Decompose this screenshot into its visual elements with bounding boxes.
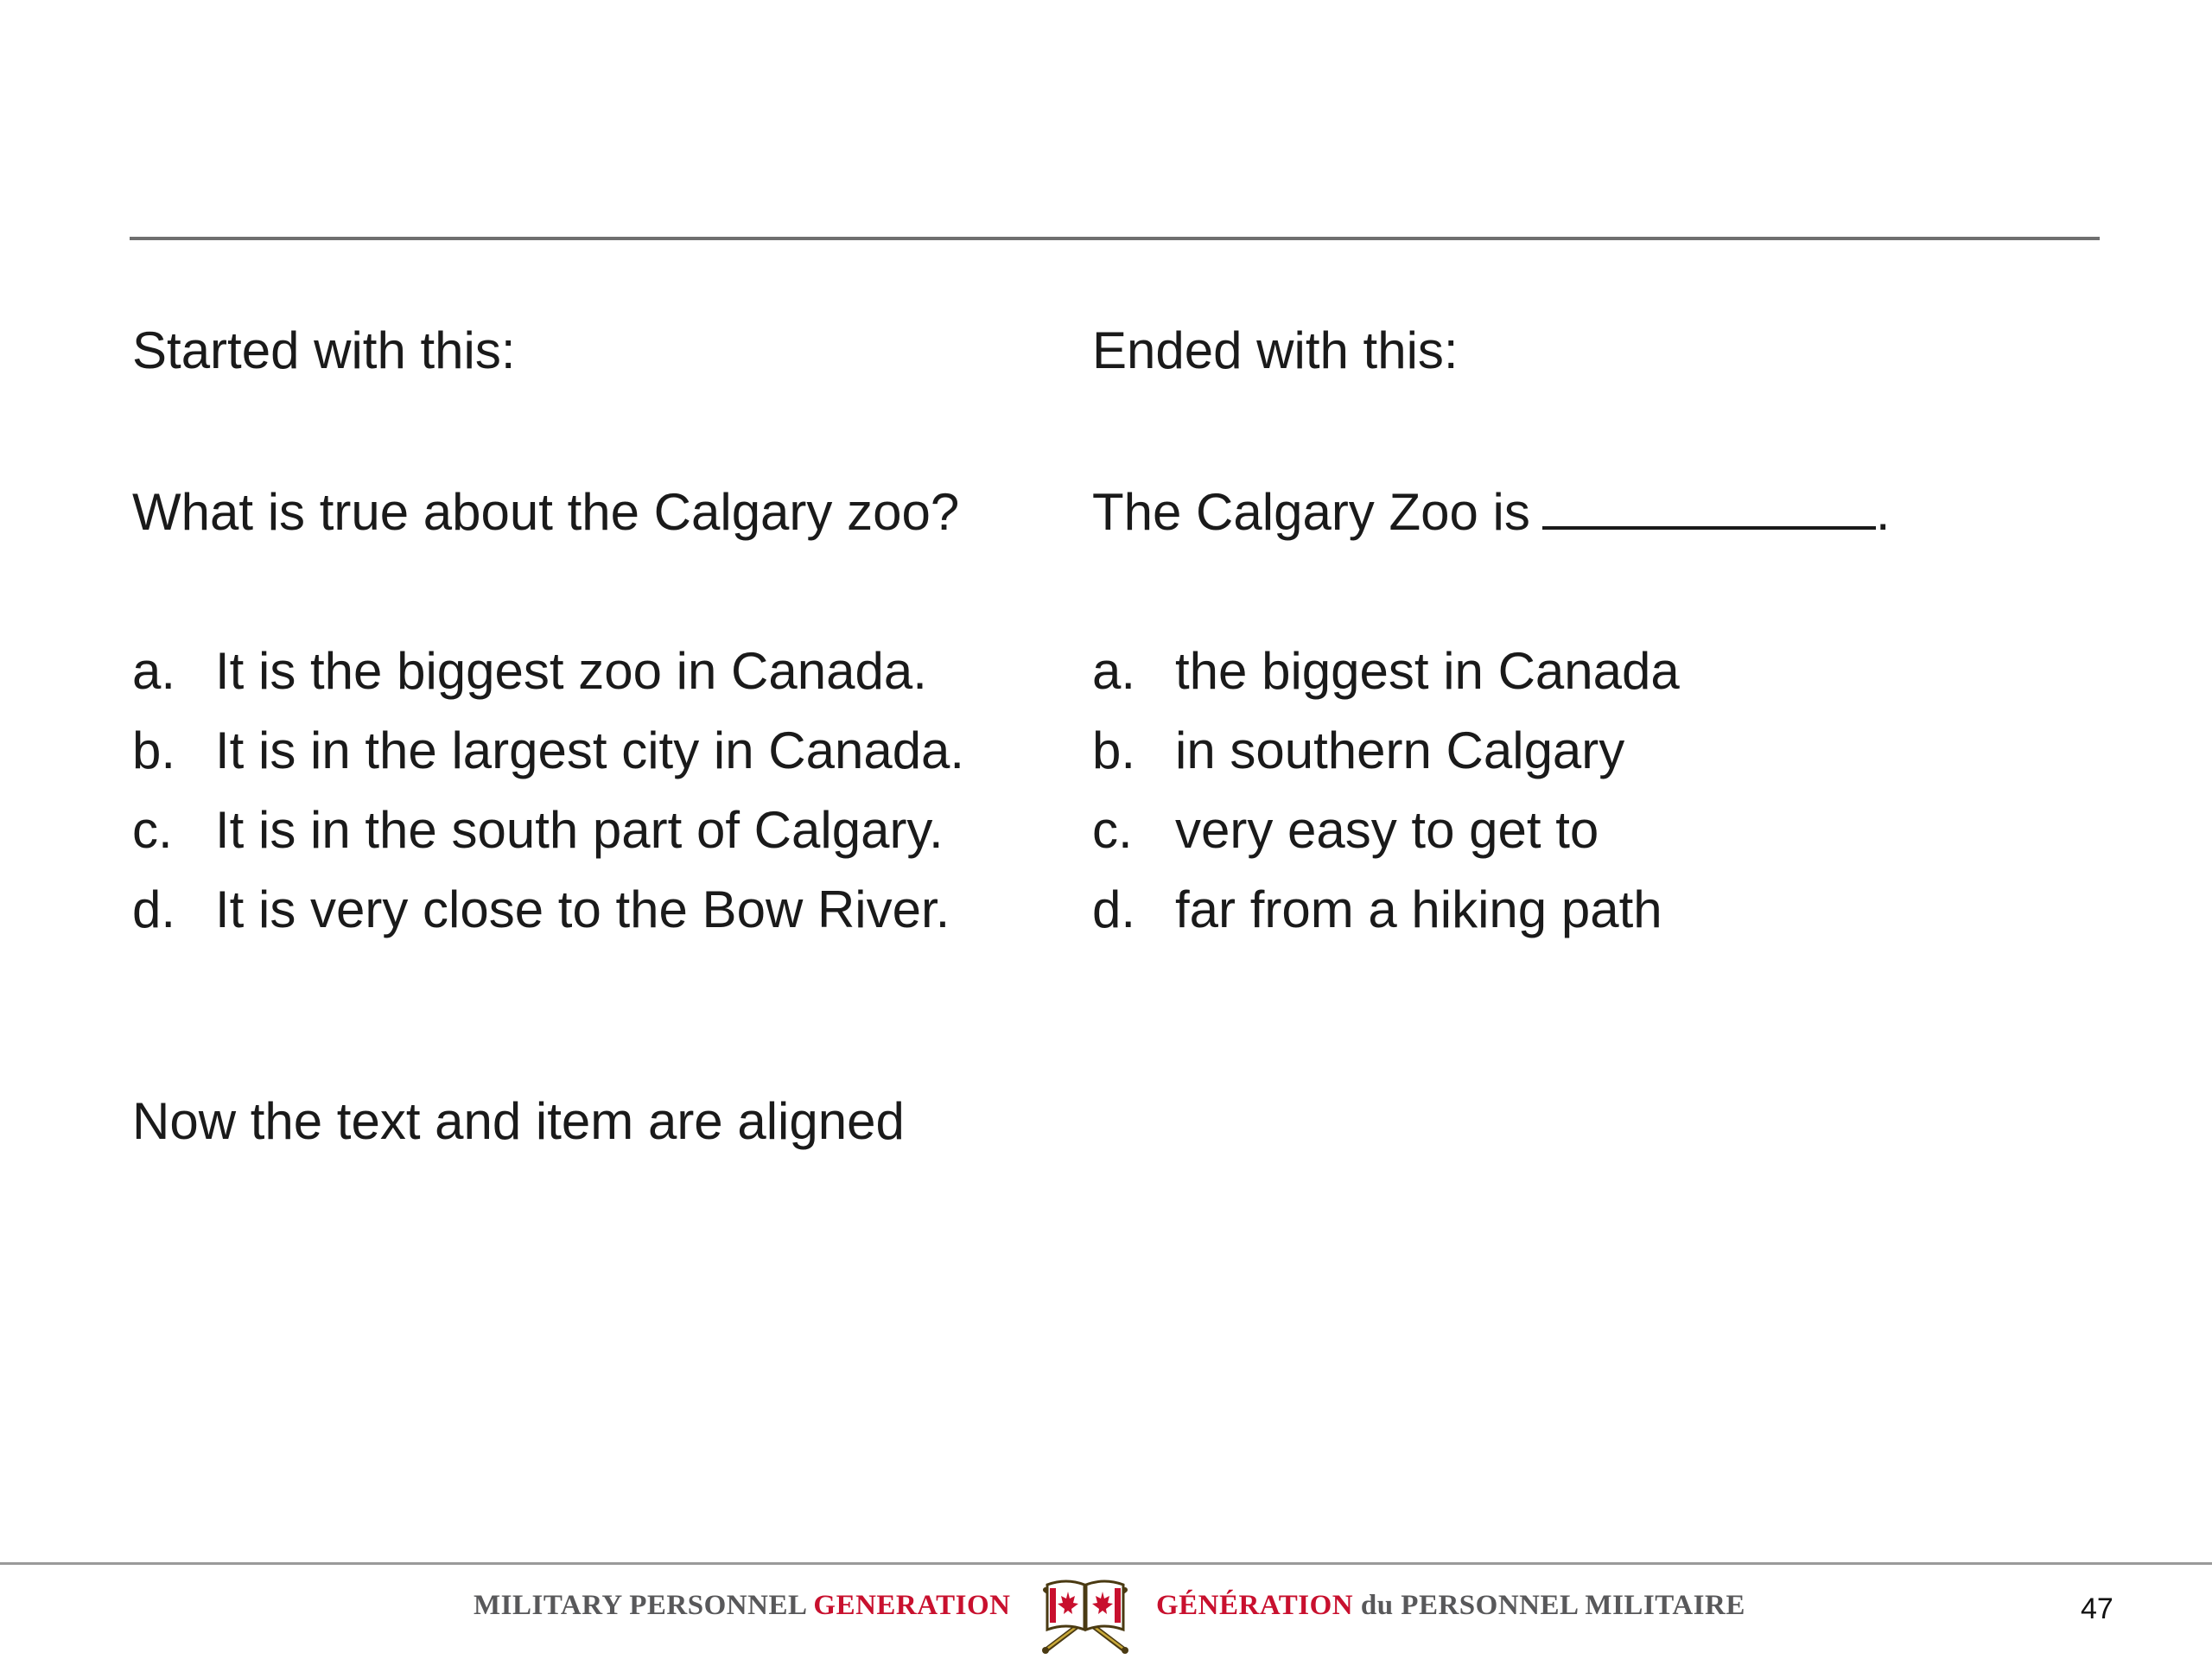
logo-text-english [474, 1590, 1011, 1622]
option-letter: b. [132, 721, 176, 779]
logo-text-fr-grey: du PERSONNEL MILITAIRE [1360, 1590, 1745, 1621]
summary-text: Now the text and item are aligned [132, 1092, 905, 1150]
question-stem: The Calgary Zoo is [1092, 483, 1530, 541]
revised-question [1092, 481, 2086, 543]
revised-options-list [1092, 640, 2086, 958]
page-number: 47 [2081, 1592, 2113, 1625]
maple-leaf-book-swords-emblem-icon [1033, 1573, 1137, 1656]
option-text: far from a hiking path [1175, 880, 1662, 938]
list-item [132, 799, 1065, 879]
option-text: the biggest in Canada [1175, 642, 1680, 700]
logo-text-en-red: GENERATION [813, 1590, 1011, 1621]
logo-text-fr-red: GÉNÉRATION [1156, 1590, 1361, 1621]
option-letter: c. [1092, 801, 1133, 859]
revised-item-column [1092, 320, 2086, 958]
original-options-list [132, 640, 1065, 958]
option-text: It is in the south part of Calgary. [215, 801, 944, 859]
list-item [1092, 720, 2086, 799]
option-letter: d. [1092, 880, 1136, 938]
list-item [132, 879, 1065, 958]
option-text: very easy to get to [1175, 801, 1599, 859]
option-letter: c. [132, 801, 173, 859]
list-item [132, 640, 1065, 720]
option-text: It is very close to the Bow River. [215, 880, 950, 938]
question-end: . [1875, 483, 1891, 541]
title-divider [130, 237, 2100, 240]
logo-text-french [1156, 1590, 1745, 1622]
list-item [1092, 879, 2086, 958]
original-question: What is true about the Calgary zoo? [132, 483, 960, 541]
option-text: It is in the largest city in Canada. [215, 721, 965, 779]
option-letter: a. [1092, 642, 1136, 700]
option-text: in southern Calgary [1175, 721, 1625, 779]
logo-text-en-grey: MILITARY PERSONNEL [474, 1590, 814, 1621]
option-text: It is the biggest zoo in Canada. [215, 642, 927, 700]
list-item [132, 720, 1065, 799]
option-letter: d. [132, 880, 176, 938]
list-item [1092, 799, 2086, 879]
footer-logo [474, 1573, 1756, 1656]
revised-item-heading: Ended with this: [1092, 321, 1459, 379]
answer-blank [1542, 483, 1876, 530]
option-letter: b. [1092, 721, 1136, 779]
original-item-column [132, 320, 1065, 958]
footer-divider [0, 1562, 2212, 1565]
list-item [1092, 640, 2086, 720]
option-letter: a. [132, 642, 176, 700]
original-item-heading: Started with this: [132, 321, 516, 379]
